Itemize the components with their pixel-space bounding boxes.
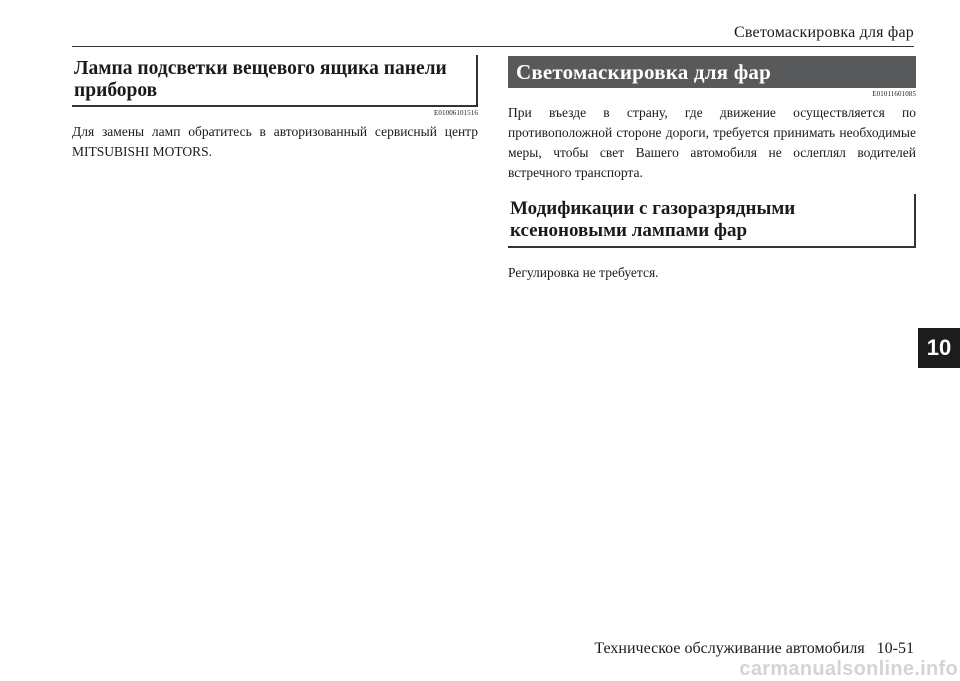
left-section-heading-box bbox=[72, 55, 478, 107]
header-divider bbox=[72, 46, 914, 47]
left-paragraph: Для замены ламп обратитесь в авторизованный сервисный центр MITSUBISHI MOTORS. bbox=[72, 124, 478, 159]
page-footer bbox=[594, 640, 914, 658]
running-header-title: Светомаскировка для фар bbox=[733, 24, 914, 41]
left-section-code: E01006101516 bbox=[434, 109, 478, 117]
right-paragraph: При въезде в страну, где движение осуществляется по противоположной стороне дороги, требуется принимать необходимые меры, чтобы свет Вашего автомобиля не ослеплял водителей встречного транспорта. bbox=[508, 105, 916, 180]
right-section-code: E01011601085 bbox=[872, 90, 916, 98]
chapter-tab[interactable]: 10 bbox=[918, 328, 960, 368]
right-subsection-title: Модификации с газоразрядными ксеноновыми лампами фар bbox=[510, 198, 796, 241]
right-subsection-paragraph: Регулировка не требуется. bbox=[508, 265, 659, 280]
right-subsection-heading-box bbox=[508, 194, 916, 248]
footer-page-number: 10-51 bbox=[876, 640, 914, 657]
left-section-title: Лампа подсветки вещевого ящика панели приборов bbox=[74, 58, 447, 101]
right-section-banner: Светомаскировка для фар bbox=[508, 56, 916, 88]
footer-section-title: Техническое обслуживание автомобиля bbox=[594, 640, 865, 657]
watermark: carmanualsonline.info bbox=[739, 658, 958, 680]
